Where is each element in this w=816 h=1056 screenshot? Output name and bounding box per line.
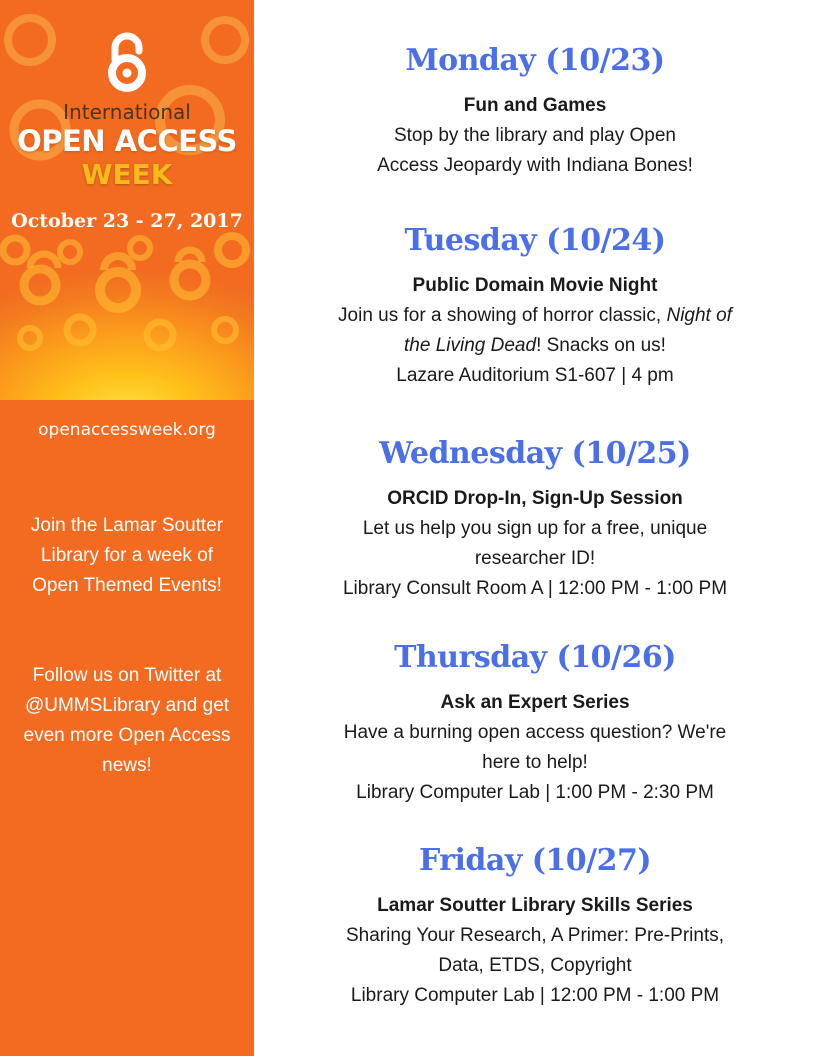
event-title: Public Domain Movie Night: [412, 275, 658, 296]
twitter-blurb-line: Follow us on Twitter at: [32, 665, 222, 686]
events-schedule: [254, 0, 816, 1056]
event-description-line: here to help!: [482, 752, 588, 773]
event-thursday: [254, 640, 816, 808]
event-tuesday: [254, 223, 816, 391]
event-description-line: Stop by the library and play Open: [393, 125, 676, 146]
event-description-line: researcher ID!: [474, 548, 596, 569]
description-text: Join us for a showing of horror classic,: [338, 305, 667, 326]
twitter-blurb-line: news!: [102, 755, 152, 776]
event-location: Library Computer Lab | 1:00 PM - 2:30 PM: [356, 782, 714, 803]
event-monday: [254, 43, 816, 181]
join-blurb-line: Open Themed Events!: [32, 575, 222, 596]
open-access-lock-icon: [104, 32, 150, 94]
join-blurb-line: Join the Lamar Soutter: [30, 515, 224, 536]
event-location: Library Consult Room A | 12:00 PM - 1:00 PM: [342, 578, 728, 599]
event-description-line: Data, ETDS, Copyright: [438, 955, 632, 976]
event-description-line: [254, 331, 816, 361]
event-description-line: Let us help you sign up for a free, unique: [362, 518, 708, 539]
twitter-blurb: [0, 661, 254, 781]
day-heading: Tuesday (10/24): [404, 223, 666, 258]
international-label: International: [63, 100, 191, 124]
join-blurb-line: Library for a week of: [40, 545, 214, 566]
event-friday: [254, 843, 816, 1011]
event-dates: October 23 - 27, 2017: [11, 210, 243, 232]
website-link[interactable]: openaccessweek.org: [38, 420, 216, 440]
description-text: ! Snacks on us!: [536, 335, 666, 356]
movie-title-italic: the Living Dead: [404, 335, 537, 356]
event-description-line: Have a burning open access question? We're: [343, 722, 727, 743]
event-location: Library Computer Lab | 12:00 PM - 1:00 PM: [350, 985, 720, 1006]
event-title: Fun and Games: [463, 95, 607, 116]
event-description-line: [254, 301, 816, 331]
event-title: ORCID Drop-In, Sign-Up Session: [387, 488, 683, 509]
join-blurb: [0, 511, 254, 601]
event-description-line: Sharing Your Research, A Primer: Pre-Prints,: [345, 925, 725, 946]
movie-title-italic: Night of: [666, 305, 732, 326]
event-title: Ask an Expert Series: [440, 692, 630, 713]
day-heading: Monday (10/23): [405, 43, 665, 78]
event-description-line: Access Jeopardy with Indiana Bones!: [377, 155, 693, 176]
week-label: WEEK: [81, 158, 173, 191]
event-title: Lamar Soutter Library Skills Series: [377, 895, 693, 916]
event-wednesday: [254, 436, 816, 604]
twitter-handle-line: @UMMSLibrary and get: [24, 695, 230, 716]
open-access-title: OPEN ACCESS: [17, 124, 237, 158]
event-location: Lazare Auditorium S1-607 | 4 pm: [396, 365, 674, 386]
twitter-blurb-line: even more Open Access: [23, 725, 231, 746]
sidebar: [0, 0, 254, 1056]
day-heading: Wednesday (10/25): [379, 436, 691, 471]
day-heading: Thursday (10/26): [394, 640, 676, 675]
sidebar-banner: [0, 0, 254, 400]
day-heading: Friday (10/27): [418, 843, 652, 878]
